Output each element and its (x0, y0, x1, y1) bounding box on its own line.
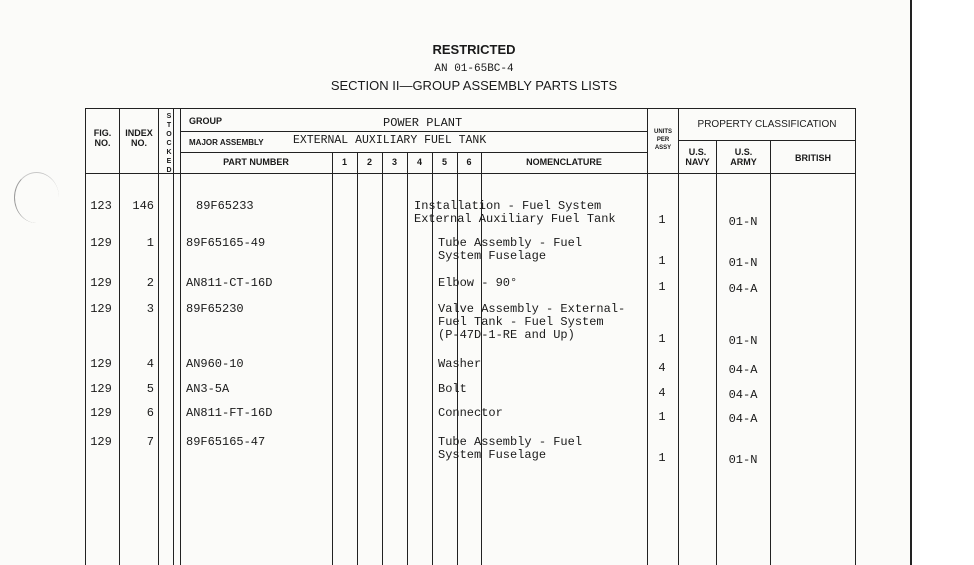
stocked-letter: K (166, 149, 172, 156)
header-bottom-border (85, 173, 856, 174)
units-cell: 4 (658, 386, 666, 400)
us-army-line1: U.S. (734, 147, 753, 157)
nomenclature-line: Valve Assembly - External- (438, 302, 626, 316)
us-army-cell: 04-A (728, 363, 758, 377)
nomenclature-header: NOMENCLATURE (526, 157, 602, 167)
col-line-army (770, 140, 771, 565)
fig-no-header (86, 128, 119, 148)
us-army-cell: 04-A (728, 282, 758, 296)
fig-no-cell: 129 (90, 302, 112, 316)
index-no-cell: 2 (146, 276, 154, 290)
col-line-units (678, 108, 679, 565)
units-line3: ASSY (654, 145, 672, 151)
part-number-cell: 89F65230 (186, 302, 244, 316)
group-value: POWER PLANT (383, 116, 463, 130)
indent-4-header: 4 (416, 157, 422, 167)
nomenclature-line: Elbow - 90° (438, 276, 518, 290)
col-line-ind1 (357, 152, 358, 565)
index-no-cell: 7 (146, 435, 154, 449)
units-cell: 1 (658, 254, 666, 268)
stocked-letter: C (166, 140, 172, 147)
stocked-letter: D (166, 167, 172, 174)
units-line1: UNITS (654, 129, 672, 135)
nomenclature-line: (P-47D-1-RE and Up) (438, 328, 575, 342)
part-number-cell: AN960-10 (186, 357, 244, 371)
col-line-right (855, 108, 856, 565)
units-cell: 1 (658, 410, 666, 424)
fig-no-line2: NO. (94, 138, 111, 148)
indent-3-header: 3 (391, 157, 397, 167)
col-line-navy (716, 140, 717, 565)
nomenclature-line: Installation - Fuel System (414, 199, 602, 213)
part-number-cell: 89F65165-47 (186, 435, 266, 449)
col-line-left (85, 108, 86, 565)
fig-no-cell: 129 (90, 276, 112, 290)
col-line-stocked-2 (180, 108, 181, 565)
stocked-letter: O (166, 131, 172, 138)
index-no-cell: 4 (146, 357, 154, 371)
us-army-cell: 04-A (728, 412, 758, 426)
major-assembly-value: EXTERNAL AUXILIARY FUEL TANK (293, 134, 487, 147)
index-no-line1: INDEX (125, 128, 153, 138)
us-navy-header (679, 147, 716, 167)
nomenclature-line: Tube Assembly - Fuel (438, 236, 583, 250)
nomenclature-line: Fuel Tank - Fuel System (438, 315, 604, 329)
units-line2: PER (656, 137, 670, 143)
fig-no-cell: 129 (90, 357, 112, 371)
part-number-cell: AN811-FT-16D (186, 406, 273, 420)
fig-no-cell: 123 (90, 199, 112, 213)
stocked-letter: S (166, 113, 172, 120)
us-navy-line1: U.S. (688, 147, 707, 157)
us-army-cell: 01-N (728, 453, 758, 467)
property-classification-header: PROPERTY CLASSIFICATION (697, 119, 837, 130)
us-army-header (717, 147, 770, 167)
restricted-marking: RESTRICTED (432, 42, 516, 57)
nomenclature-line: System Fuselage (438, 448, 547, 462)
us-army-cell: 04-A (728, 388, 758, 402)
fig-no-cell: 129 (90, 435, 112, 449)
index-no-header (120, 128, 158, 148)
us-army-cell: 01-N (728, 215, 758, 229)
nomenclature-line: External Auxiliary Fuel Tank (414, 212, 616, 226)
col-line-fig (119, 108, 120, 565)
british-header: BRITISH (795, 153, 831, 163)
major-assembly-label: MAJOR ASSEMBLY (189, 138, 264, 147)
units-cell: 4 (658, 361, 666, 375)
indent-5-header: 5 (441, 157, 447, 167)
group-label: GROUP (189, 116, 223, 126)
col-line-stocked (173, 108, 174, 565)
nomenclature-line: Connector (438, 406, 503, 420)
part-number-cell: 89F65165-49 (186, 236, 266, 250)
units-cell: 1 (658, 213, 666, 227)
page-margin (912, 0, 974, 565)
table-top-border (85, 108, 856, 109)
fig-no-cell: 129 (90, 382, 112, 396)
property-divider (678, 140, 856, 141)
col-line-part (332, 152, 333, 565)
fig-no-cell: 129 (90, 236, 112, 250)
nomenclature-line: Washer (438, 357, 482, 371)
part-number-cell: AN811-CT-16D (186, 276, 273, 290)
col-line-index (158, 108, 159, 565)
index-no-cell: 3 (146, 302, 154, 316)
punch-hole-mark (14, 172, 59, 223)
col-line-ind2 (382, 152, 383, 565)
fig-no-cell: 129 (90, 406, 112, 420)
col-line-ind3 (407, 152, 408, 565)
us-army-cell: 01-N (728, 334, 758, 348)
units-header (648, 128, 678, 152)
nomenclature-line: System Fuselage (438, 249, 547, 263)
doc-number: AN 01-65BC-4 (434, 63, 514, 75)
units-cell: 1 (658, 451, 666, 465)
index-no-cell: 1 (146, 236, 154, 250)
part-number-cell: AN3-5A (186, 382, 230, 396)
units-cell: 1 (658, 280, 666, 294)
index-no-cell: 146 (132, 199, 154, 213)
part-number-header: PART NUMBER (223, 157, 289, 167)
index-no-cell: 6 (146, 406, 154, 420)
nomenclature-line: Tube Assembly - Fuel (438, 435, 583, 449)
indent-6-header: 6 (466, 157, 472, 167)
stocked-header (165, 112, 173, 175)
nomenclature-line: Bolt (438, 382, 467, 396)
us-navy-line2: NAVY (685, 157, 710, 167)
fig-no-line1: FIG. (93, 128, 112, 138)
assembly-divider (180, 152, 647, 153)
part-number-cell: 89F65233 (196, 199, 254, 213)
stocked-letter: E (166, 158, 172, 165)
units-cell: 1 (658, 332, 666, 346)
indent-2-header: 2 (366, 157, 372, 167)
index-no-line2: NO. (130, 138, 147, 148)
us-army-cell: 01-N (728, 256, 758, 270)
us-army-line2: ARMY (730, 157, 757, 167)
index-no-cell: 5 (146, 382, 154, 396)
stocked-letter: T (166, 122, 172, 129)
indent-1-header: 1 (341, 157, 347, 167)
group-divider (180, 131, 647, 132)
section-title: SECTION II—GROUP ASSEMBLY PARTS LISTS (330, 78, 618, 93)
